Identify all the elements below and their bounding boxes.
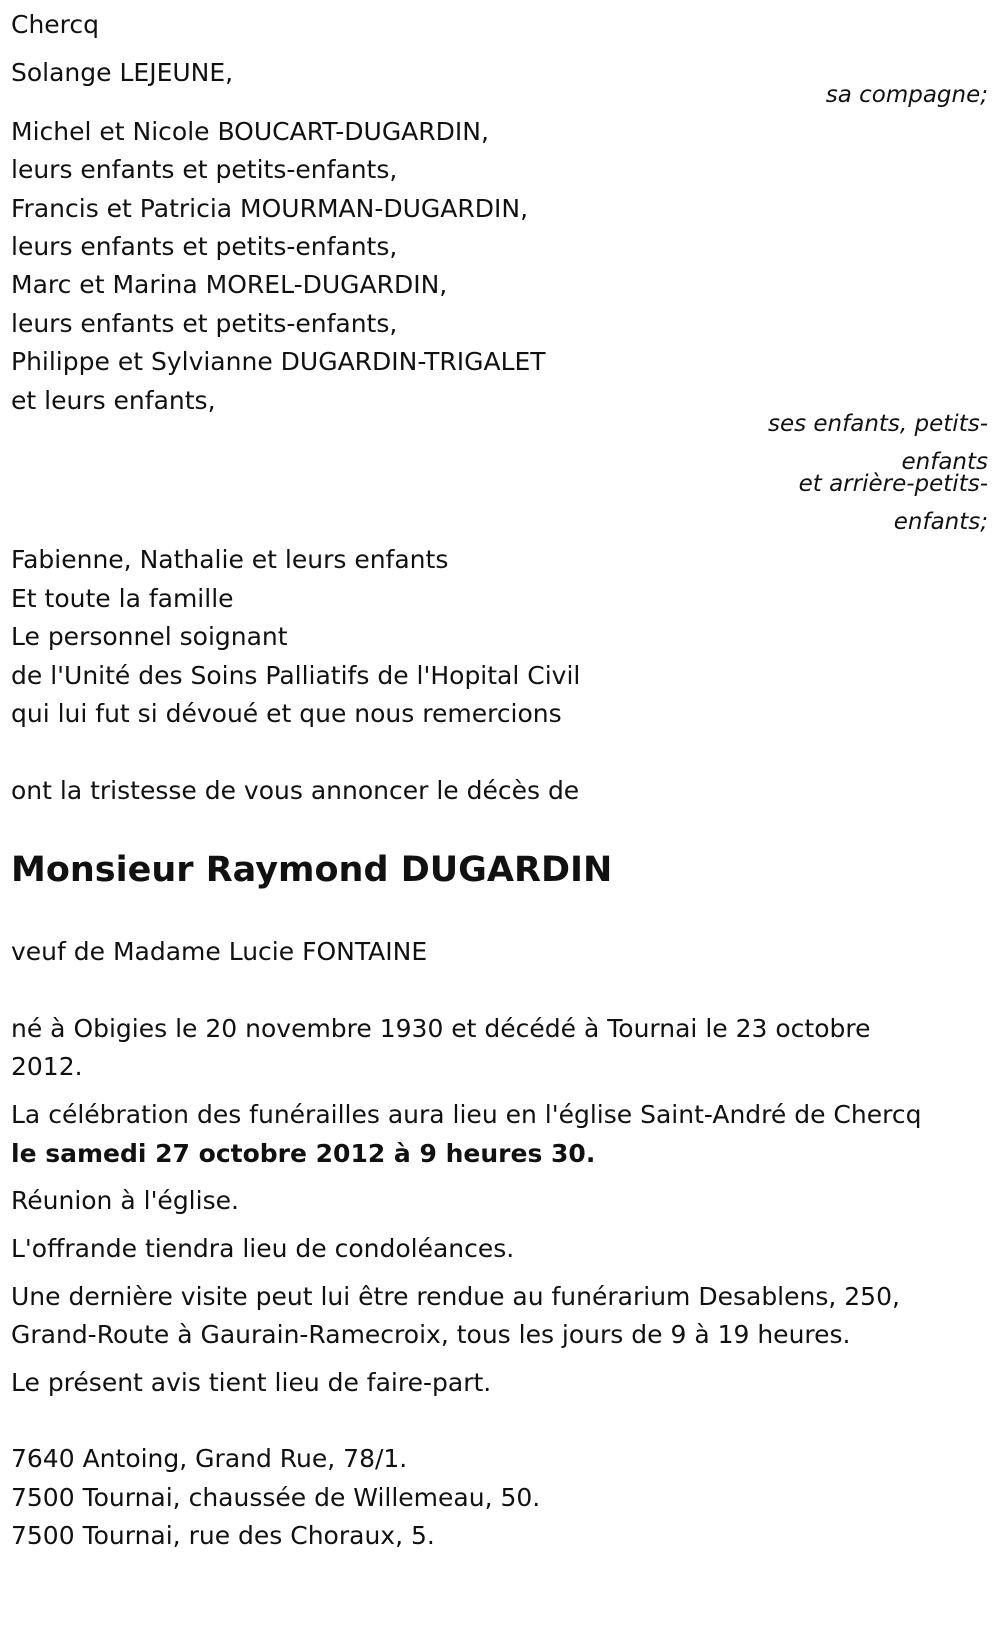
birth-death-line: 2012. xyxy=(11,1052,83,1081)
address-line: 7500 Tournai, chaussée de Willemeau, 50. xyxy=(11,1483,541,1512)
address-line: 7500 Tournai, rue des Choraux, 5. xyxy=(11,1521,435,1550)
funeral-ceremony: La célébration des funérailles aura lieu en l'église Saint-André de Chercq xyxy=(11,1100,922,1129)
children-line: et leurs enfants, xyxy=(11,386,216,415)
children-line: Philippe et Sylvianne DUGARDIN-TRIGALET xyxy=(11,347,546,376)
address-line: 7640 Antoing, Grand Rue, 78/1. xyxy=(11,1444,408,1473)
others-line: qui lui fut si dévoué et que nous remercions xyxy=(11,699,562,728)
children-line: Francis et Patricia MOURMAN-DUGARDIN, xyxy=(11,194,529,223)
children-role-line: et arrière-petits- xyxy=(798,471,988,497)
deceased-name: Monsieur Raymond DUGARDIN xyxy=(11,850,613,890)
announcement-text: ont la tristesse de vous annoncer le décès de xyxy=(11,776,580,805)
children-line: Marc et Marina MOREL-DUGARDIN, xyxy=(11,270,448,299)
visit-line: Grand-Route à Gaurain-Ramecroix, tous les jours de 9 à 19 heures. xyxy=(11,1320,851,1349)
companion-name: Solange LEJEUNE, xyxy=(11,58,234,87)
others-line: Et toute la famille xyxy=(11,584,234,613)
children-role-line: ses enfants, petits- xyxy=(767,411,988,437)
birth-death-line: né à Obigies le 20 novembre 1930 et décédé à Tournai le 23 octobre xyxy=(11,1014,871,1043)
others-line: de l'Unité des Soins Palliatifs de l'Hopital Civil xyxy=(11,661,581,690)
others-line: Fabienne, Nathalie et leurs enfants xyxy=(11,545,449,574)
funeral-date-time: le samedi 27 octobre 2012 à 9 heures 30. xyxy=(11,1139,596,1168)
children-line: leurs enfants et petits-enfants, xyxy=(11,232,398,261)
widower-of: veuf de Madame Lucie FONTAINE xyxy=(11,937,428,966)
children-role-line: enfants; xyxy=(893,509,988,535)
notice-text: Le présent avis tient lieu de faire-part. xyxy=(11,1368,492,1397)
visit-line: Une dernière visite peut lui être rendue au funérarium Desablens, 250, xyxy=(11,1282,900,1311)
funeral-offering: L'offrande tiendra lieu de condoléances. xyxy=(11,1234,515,1263)
others-line: Le personnel soignant xyxy=(11,622,288,651)
children-line: Michel et Nicole BOUCART-DUGARDIN, xyxy=(11,117,489,146)
children-line: leurs enfants et petits-enfants, xyxy=(11,309,398,338)
companion-role: sa compagne; xyxy=(825,82,988,108)
funeral-meeting: Réunion à l'église. xyxy=(11,1186,239,1215)
children-role-line: enfants xyxy=(901,449,988,475)
children-line: leurs enfants et petits-enfants, xyxy=(11,155,398,184)
locality: Chercq xyxy=(11,10,100,39)
